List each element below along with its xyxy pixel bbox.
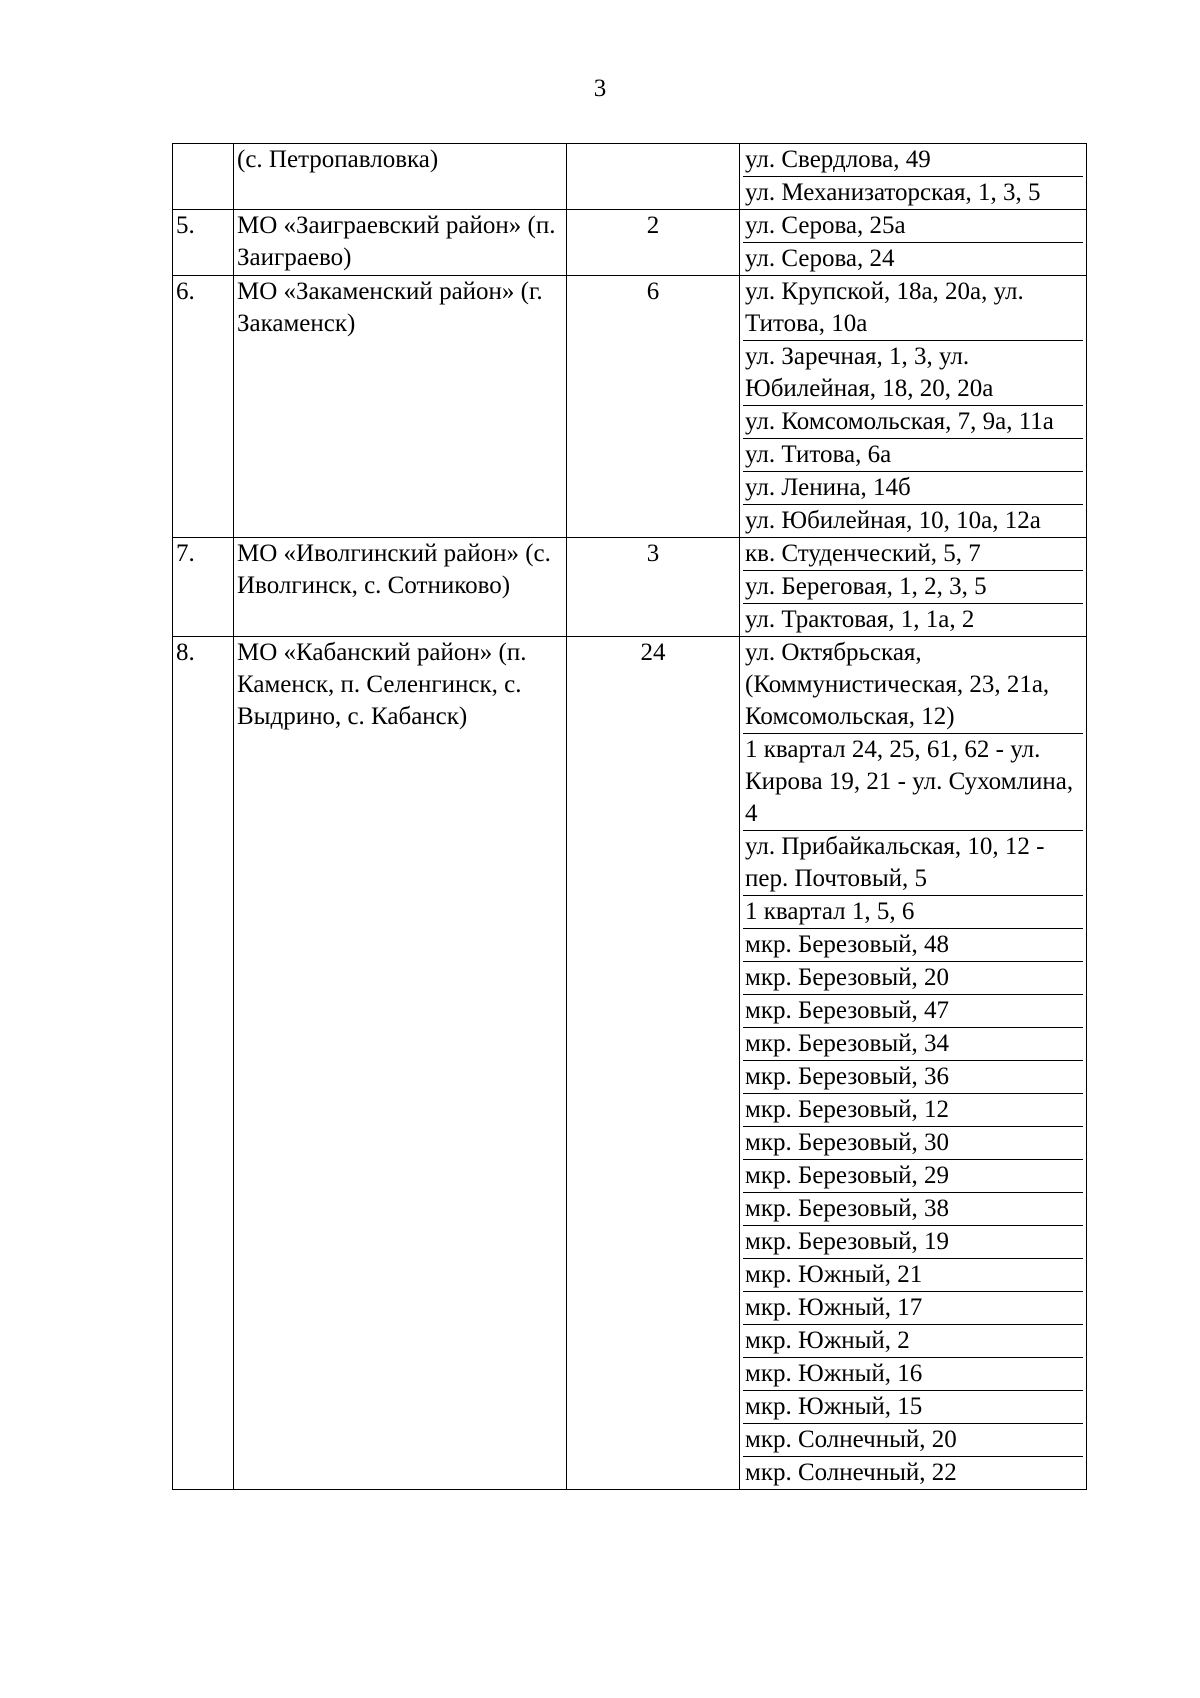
address-count: 24 [567, 637, 740, 1490]
address-item: ул. Комсомольская, 7, 9а, 11а [743, 406, 1083, 439]
municipality-name: МО «Иволгинский район» (с. Иволгинск, с. Сотниково) [234, 538, 567, 637]
address-count: 6 [567, 276, 740, 538]
address-item: мкр. Березовый, 30 [743, 1127, 1083, 1160]
table-row [173, 276, 1087, 538]
address-item: ул. Серова, 24 [745, 245, 895, 272]
municipality-name: (с. Петропавловка) [234, 144, 567, 210]
address-item: ул. Прибайкальская, 10, 12 - пер. Почтовый, 5 [743, 831, 1083, 896]
municipality-name: МО «Закаменский район» (г. Закаменск) [234, 276, 567, 538]
address-cell [740, 637, 1087, 1490]
address-item: мкр. Березовый, 12 [743, 1094, 1083, 1127]
address-item: ул. Механизаторская, 1, 3, 5 [745, 179, 1041, 206]
municipality-address-table [172, 143, 1087, 1490]
row-number [173, 144, 234, 210]
address-item: ул. Ленина, 14б [743, 472, 1083, 505]
address-item: мкр. Южный, 2 [743, 1325, 1083, 1358]
row-number: 6. [173, 276, 234, 538]
address-list [743, 144, 1083, 209]
table-row [173, 538, 1087, 637]
address-item: мкр. Березовый, 48 [743, 929, 1083, 962]
table-row [173, 144, 1087, 210]
address-item: ул. Трактовая, 1, 1а, 2 [745, 606, 975, 633]
row-number: 8. [173, 637, 234, 1490]
address-item: мкр. Южный, 21 [743, 1259, 1083, 1292]
row-number: 5. [173, 210, 234, 276]
row-number: 7. [173, 538, 234, 637]
address-item: ул. Крупской, 18а, 20а, ул. Титова, 10а [743, 276, 1083, 341]
address-item: мкр. Южный, 15 [743, 1391, 1083, 1424]
address-cell [740, 538, 1087, 637]
address-item: мкр. Солнечный, 20 [743, 1424, 1083, 1457]
address-item: мкр. Южный, 16 [743, 1358, 1083, 1391]
address-list [743, 538, 1083, 636]
address-item: ул. Юбилейная, 10, 10а, 12а [745, 507, 1041, 534]
address-item: ул. Серова, 25а [743, 210, 1083, 243]
address-count: 3 [567, 538, 740, 637]
page-number: 3 [593, 75, 607, 102]
address-item: мкр. Березовый, 20 [743, 962, 1083, 995]
municipality-name: МО «Заиграевский район» (п. Заиграево) [234, 210, 567, 276]
address-list [743, 210, 1083, 275]
address-item: 1 квартал 1, 5, 6 [743, 896, 1083, 929]
address-item: ул. Титова, 6а [743, 439, 1083, 472]
table-row [173, 637, 1087, 1490]
address-item: мкр. Березовый, 47 [743, 995, 1083, 1028]
address-item: кв. Студенческий, 5, 7 [743, 538, 1083, 571]
address-item: 1 квартал 24, 25, 61, 62 - ул. Кирова 19, 21 - ул. Сухомлина, 4 [743, 734, 1083, 831]
address-item: мкр. Березовый, 19 [743, 1226, 1083, 1259]
address-item: мкр. Березовый, 38 [743, 1193, 1083, 1226]
address-cell [740, 210, 1087, 276]
address-item: ул. Октябрьская, (Коммунистическая, 23, 21а, Комсомольская, 12) [743, 637, 1083, 734]
address-item: мкр. Березовый, 36 [743, 1061, 1083, 1094]
address-count [567, 144, 740, 210]
table-row [173, 210, 1087, 276]
address-item: ул. Береговая, 1, 2, 3, 5 [743, 571, 1083, 604]
address-item: мкр. Березовый, 34 [743, 1028, 1083, 1061]
address-item: мкр. Березовый, 29 [743, 1160, 1083, 1193]
address-item: мкр. Солнечный, 22 [745, 1459, 957, 1486]
address-list [743, 637, 1083, 1489]
address-count: 2 [567, 210, 740, 276]
address-cell [740, 276, 1087, 538]
address-item: мкр. Южный, 17 [743, 1292, 1083, 1325]
table-body [173, 144, 1087, 1490]
address-cell [740, 144, 1087, 210]
address-list [743, 276, 1083, 537]
municipality-name: МО «Кабанский район» (п. Каменск, п. Селенгинск, с. Выдрино, с. Кабанск) [234, 637, 567, 1490]
address-item: ул. Свердлова, 49 [743, 144, 1083, 177]
address-item: ул. Заречная, 1, 3, ул. Юбилейная, 18, 20, 20а [743, 341, 1083, 406]
